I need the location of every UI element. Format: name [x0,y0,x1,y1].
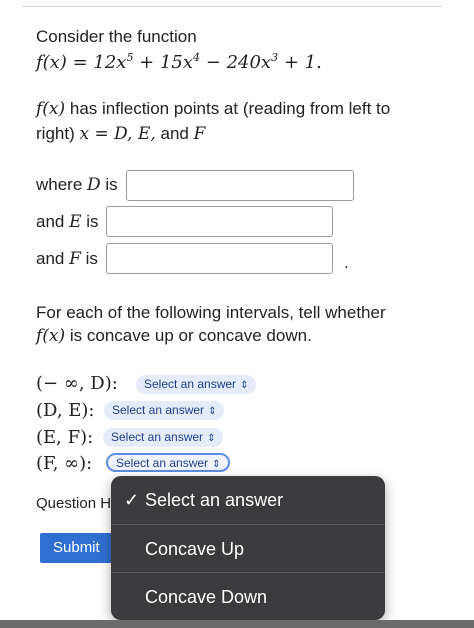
chevron-updown-icon: ⇕ [208,406,217,417]
interval-3-select[interactable]: Select an answer ⇕ [103,428,223,447]
bottom-bar [0,620,474,628]
function-definition: $f(x) = 12x^5 + 15x^4 - 240x^3 + 1$. [36,51,322,73]
dropdown-option-concave-down[interactable]: Concave Down [145,587,268,607]
interval-4-label: (F, ∞): [36,453,93,474]
interval-1-label: (− ∞, D): [36,373,118,394]
interval-1-select[interactable]: Select an answer ⇕ [136,375,256,394]
label-D: where D is [36,175,118,195]
interval-3-label: (E, F): [36,427,94,448]
answer-F-input[interactable] [106,243,333,274]
chevron-updown-icon: ⇕ [212,459,221,470]
concavity-question-line2: f(x) is concave up or concave down. [36,326,312,346]
answer-dropdown-menu [111,476,385,620]
question-help-link[interactable]: Question H [36,495,112,512]
checkmark-icon: ✓ [124,490,140,510]
dropdown-option-concave-up[interactable]: Concave Up [145,539,245,559]
consider-label: Consider the function [36,27,197,46]
concavity-question-line1: For each of the following intervals, tell whether [36,303,386,322]
submit-button[interactable]: Submit [40,533,116,563]
answer-D-input[interactable] [126,170,354,201]
inflection-statement-line2: right) x = D, E, and F [36,124,206,144]
dropdown-option-select-an-answer[interactable]: ✓ Select an answer [111,476,385,524]
top-divider [22,6,442,7]
chevron-updown-icon: ⇕ [207,433,216,444]
interval-2-label: (D, E): [36,400,95,421]
interval-4-select[interactable]: Select an answer ⇕ [106,453,230,472]
interval-2-select[interactable]: Select an answer ⇕ [104,401,224,420]
inflection-statement-line1: f(x) has inflection points at (reading from left to [36,99,391,119]
answer-E-input[interactable] [106,206,333,237]
label-E: and E is [36,212,99,232]
trailing-period: . [344,253,349,272]
chevron-updown-icon: ⇕ [240,380,249,391]
label-F: and F is [36,249,98,269]
